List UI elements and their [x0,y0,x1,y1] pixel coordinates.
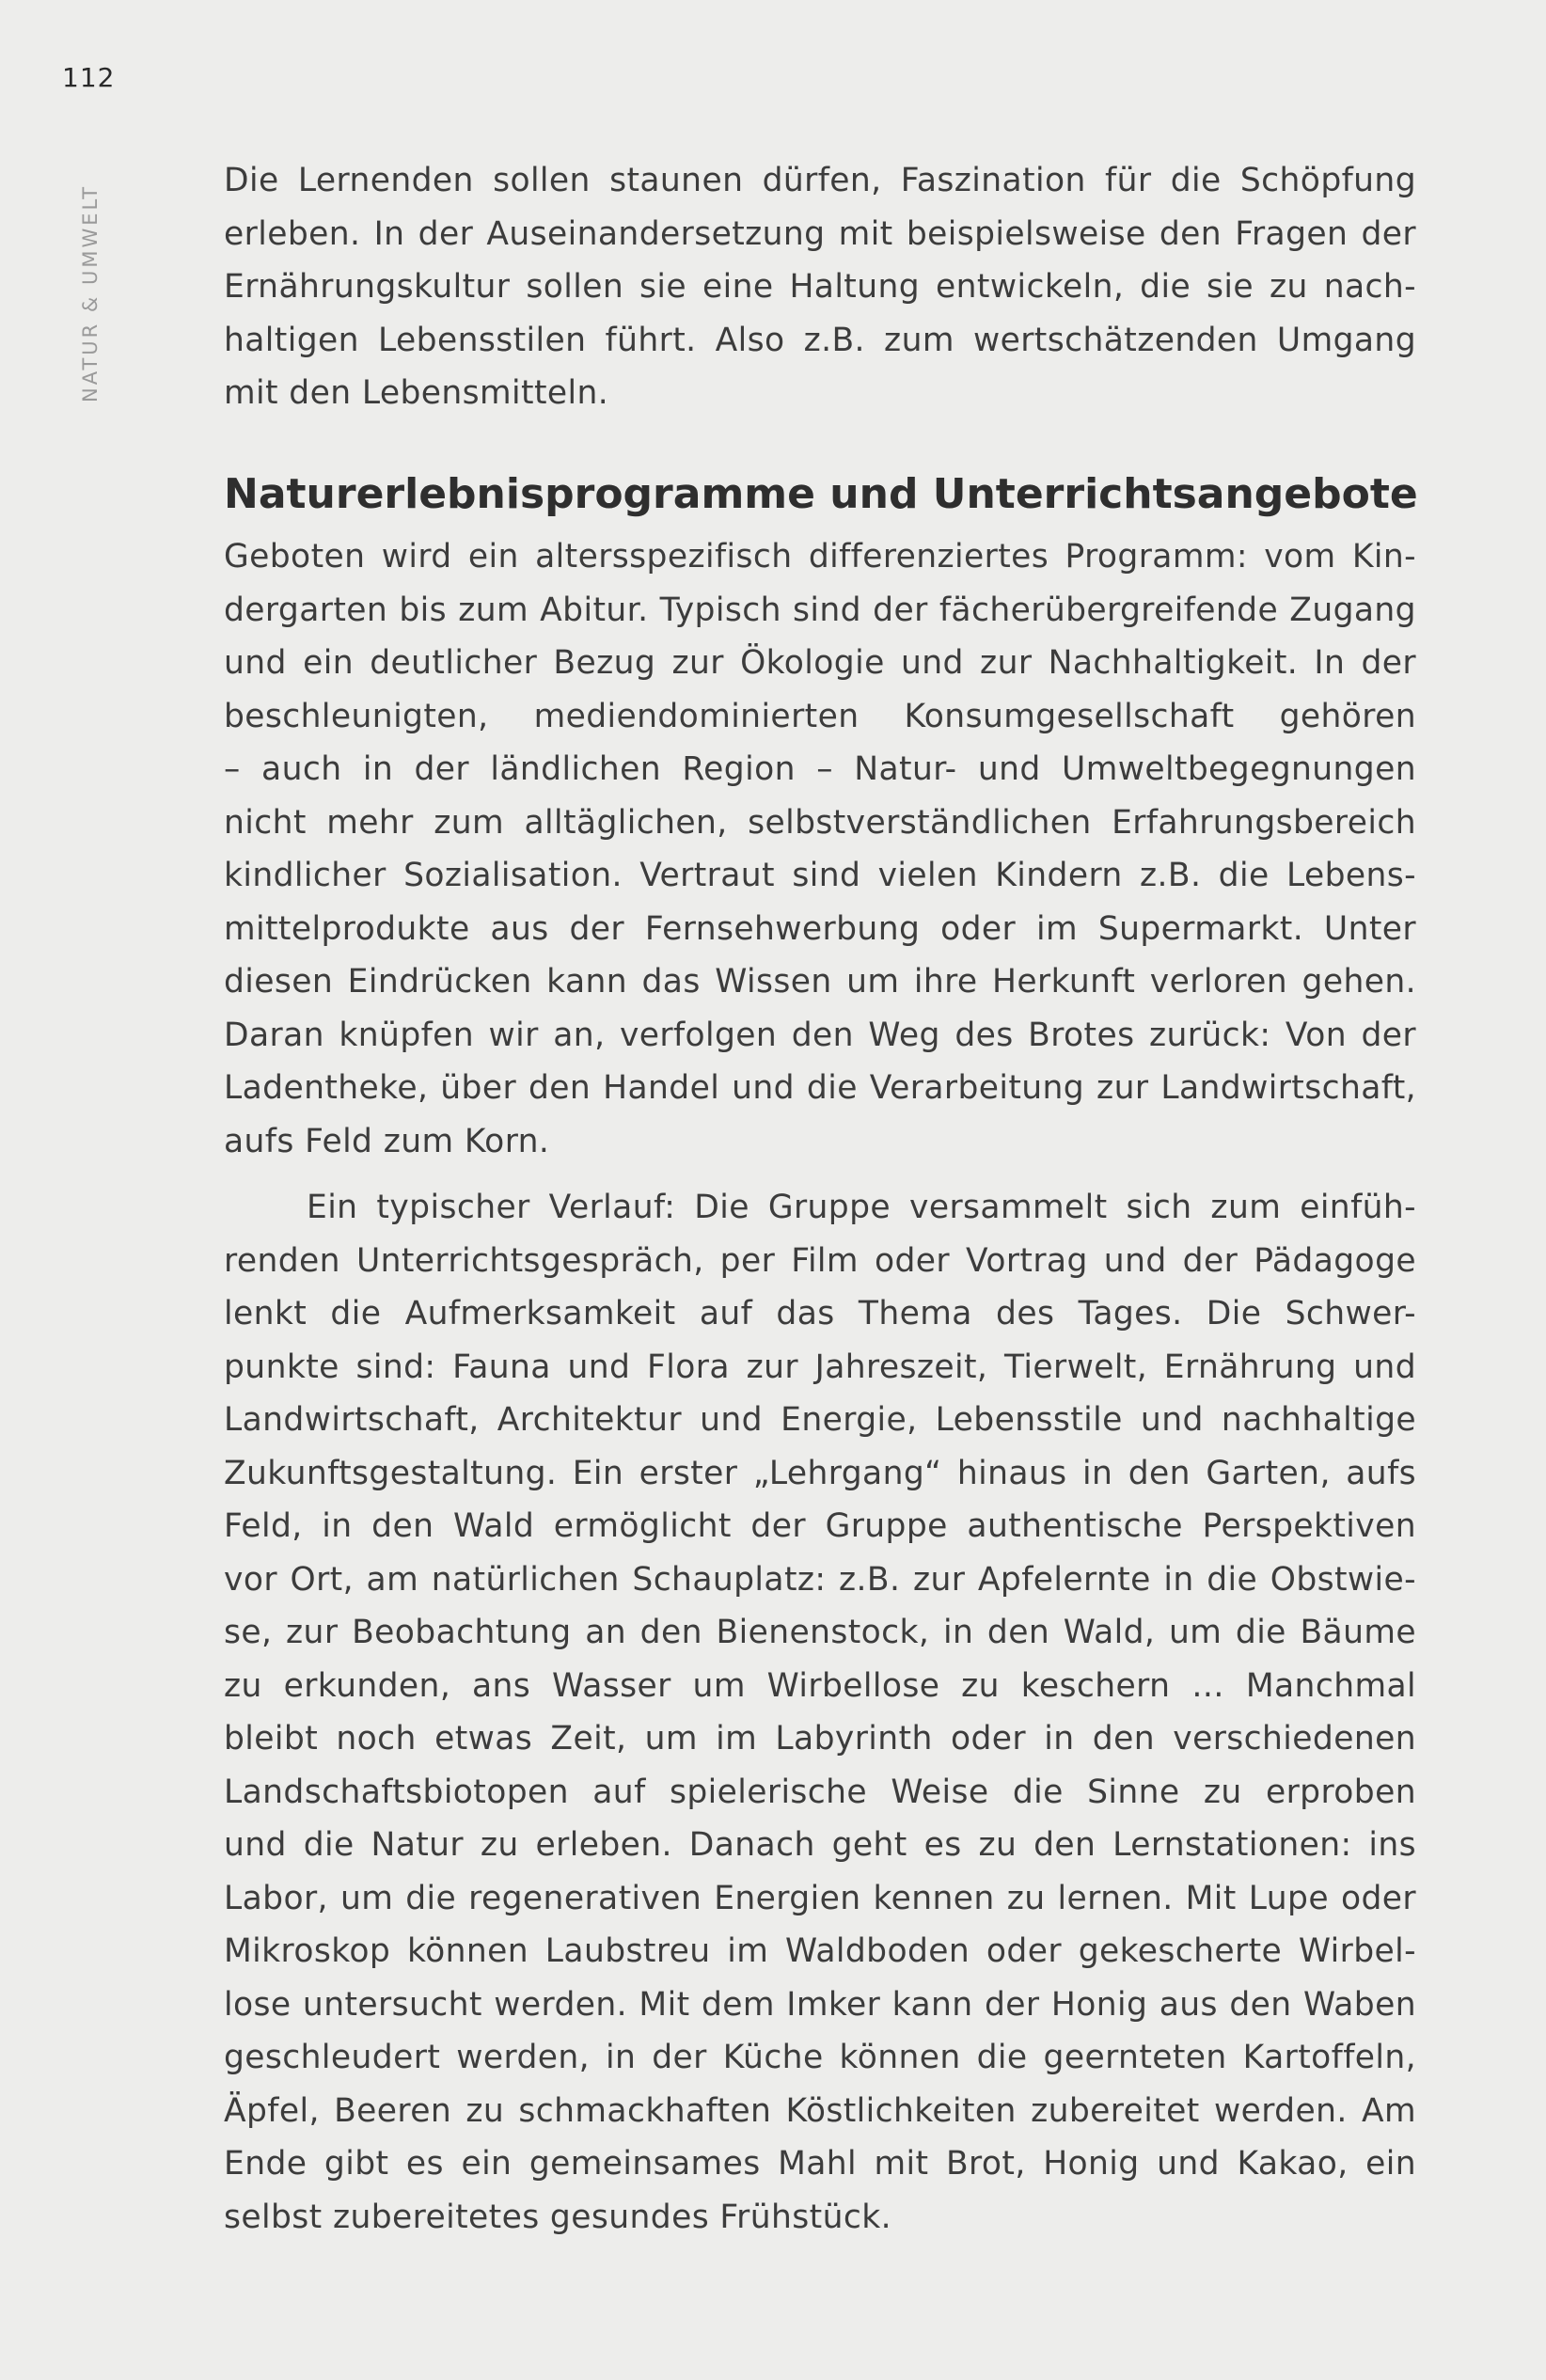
text-line: zu erkunden, ans Wasser um Wirbellose zu keschern … Manchmal [224,1666,1416,1705]
text-line: Die Lernenden sollen staunen dürfen, Faszination für die Schöpfung [224,162,1416,199]
text-line: Feld, in den Wald ermöglicht der Gruppe authentische Perspektiven [224,1507,1416,1545]
text-line: se, zur Beobachtung an den Bienenstock, in den Wald, um die Bäume [224,1614,1416,1651]
paragraph-1 [224,530,1416,1168]
text-line: selbst zubereitetes gesundes Frühstück. [224,2198,891,2236]
text-line: Ende gibt es ein gemeinsames Mahl mit Brot, Honig und Kakao, ein [224,2145,1416,2183]
text-line: und ein deutlicher Bezug zur Ökologie und zur Nachhaltigkeit. In der [224,644,1416,682]
text-line: Äpfel, Beeren zu schmackhaften Köstlichkeiten zubereitet werden. Am [224,2091,1416,2130]
text-line: beschleunigten, mediendominierten Konsumgesellschaft gehören [224,697,1416,735]
text-line: Ernährungskultur sollen sie eine Haltung entwickeln, die sie zu nach- [224,268,1416,306]
text-line: Zukunftsgestaltung. Ein erster „Lehrgang“ hinaus in den Garten, aufs [224,1454,1416,1492]
text-line: renden Unterrichtsgespräch, per Film oder Vortrag und der Pädagoge [224,1241,1416,1280]
text-line: Labor, um die regenerativen Energien kennen zu lernen. Mit Lupe oder [224,1879,1416,1917]
text-line: punkte sind: Fauna und Flora zur Jahreszeit, Tierwelt, Ernährung und [224,1348,1416,1386]
text-line: mit den Lebensmitteln. [224,374,609,412]
text-line: Mikroskop können Laubstreu im Waldboden oder gekescherte Wirbel- [224,1932,1416,1970]
text-line: lenkt die Aufmerksamkeit auf das Thema des Tages. Die Schwer- [224,1295,1416,1332]
text-line: erleben. In der Auseinandersetzung mit beispielsweise den Fragen der [224,214,1416,253]
text-line: Ladentheke, über den Handel und die Verarbeitung zur Landwirtschaft, [224,1069,1416,1107]
section-heading: Naturerlebnisprogramme und Unterrichtsangebote [224,470,1418,518]
text-line: vor Ort, am natürlichen Schauplatz: z.B. zur Apfelernte in die Obstwie- [224,1560,1416,1599]
text-line: Geboten wird ein altersspezifisch differenziertes Programm: vom Kin- [224,538,1416,575]
text-line: mittelprodukte aus der Fernsehwerbung oder im Supermarkt. Unter [224,909,1416,948]
text-line: Ein typischer Verlauf: Die Gruppe versammelt sich zum einfüh- [307,1189,1416,1226]
text-line: geschleudert werden, in der Küche können die geernteten Kartoffeln, [224,2039,1416,2076]
text-line: – auch in der ländlichen Region – Natur- und Umweltbegegnungen [224,750,1416,788]
text-line: aufs Feld zum Korn. [224,1122,550,1160]
text-line: lose untersucht werden. Mit dem Imker kann der Honig aus den Waben [224,1985,1416,2024]
text-line: nicht mehr zum alltäglichen, selbstverständlichen Erfahrungsbereich [224,803,1416,842]
text-line: dergarten bis zum Abitur. Typisch sind der fächerübergreifende Zugang [224,591,1416,629]
text-line: haltigen Lebensstilen führt. Also z.B. zum wertschätzenden Umgang [224,321,1416,359]
page-number: 112 [62,62,116,93]
section-label: NATUR & UMWELT [79,183,102,402]
paragraph-2 [224,1181,1416,2244]
intro-paragraph [224,154,1416,420]
text-line: diesen Eindrücken kann das Wissen um ihre Herkunft verloren gehen. [224,963,1416,1001]
text-line: bleibt noch etwas Zeit, um im Labyrinth oder in den verschiedenen [224,1720,1416,1757]
text-line: Landwirtschaft, Architektur und Energie, Lebensstile und nachhaltige [224,1401,1416,1439]
text-line: kindlicher Sozialisation. Vertraut sind vielen Kindern z.B. die Lebens- [224,857,1416,894]
text-line: Daran knüpfen wir an, verfolgen den Weg des Brotes zurück: Von der [224,1016,1416,1054]
text-line: Landschaftsbiotopen auf spielerische Weise die Sinne zu erproben [224,1773,1416,1811]
text-line: und die Natur zu erleben. Danach geht es zu den Lernstationen: ins [224,1826,1416,1864]
